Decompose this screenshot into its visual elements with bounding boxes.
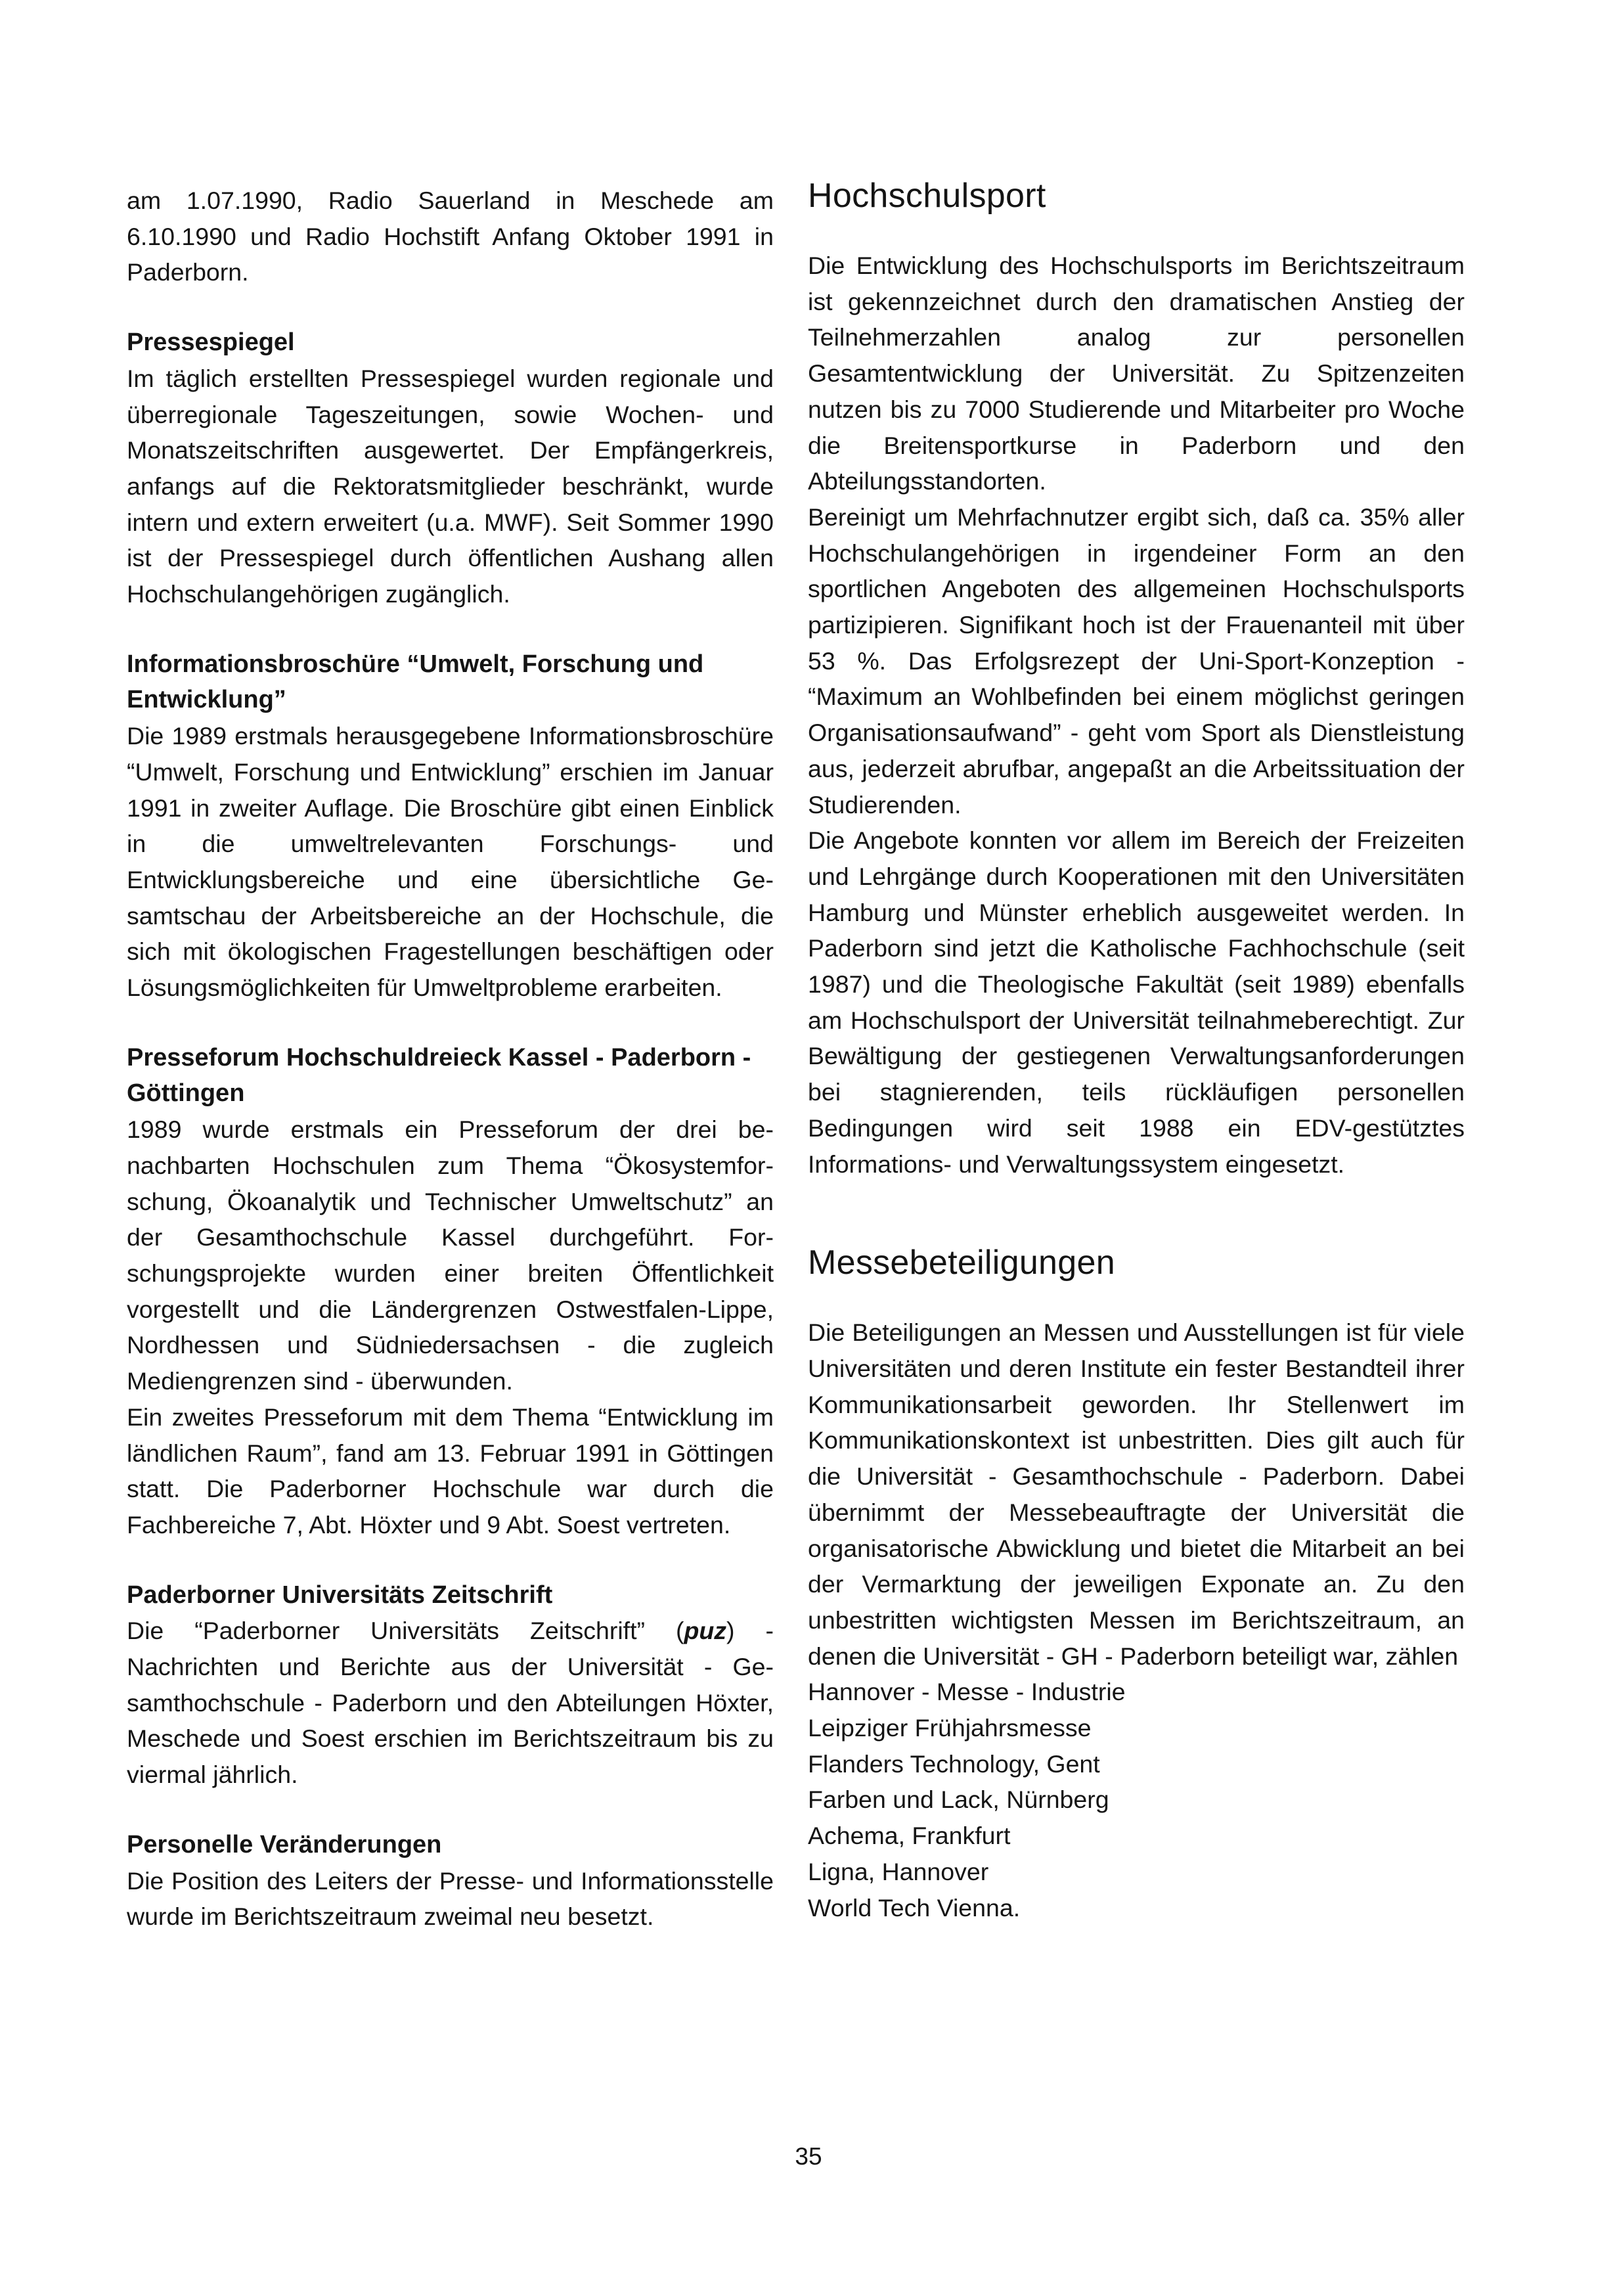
page-number: 35: [795, 2143, 822, 2170]
section-paragraph: 1989 wurde erstmals ein Presseforum der drei benachbarten Hochschulen zum Thema “Ökosystemforschung, Ökoanalytik und Technischer Umweltschutz” an der Gesamthochschule Kassel durchgeführt. Forschungsprojekte wurden einer breiten Öffentlichkeit vorgestellt und die Ländergrenzen Ostwestfalen-Lippe, Nordhessen und Südniedersachsen - die zugleich Mediengrenzen sind - überwunden.: [127, 1115, 774, 1395]
right-column: [808, 177, 1465, 1925]
puz-text-before: Die “Paderborner Universitäts Zeitschrift” (: [127, 1617, 684, 1645]
section-informationsbroschuere: [127, 646, 774, 1006]
section-paragraph: Ein zweites Presseforum mit dem Thema “Entwicklung im ländlichen Raum”, fand am 13. Februar 1991 in Göttingen statt. Die Paderborner Hochschule war durch die Fachbereiche 7, Abt. Höxter und 9 Abt. Soest vertreten.: [127, 1403, 774, 1539]
section-heading: Informationsbroschüre “Umwelt, Forschung und Entwicklung”: [127, 650, 704, 714]
hochschulsport-paragraph: Die Angebote konnten vor allem im Bereich der Freizeiten und Lehrgänge durch Kooperationen mit den Universitäten Hamburg und Münster erheblich ausgeweitet werden. In Paderborn sind jetzt die Katholische Fachhochschule (seit 1987) und die Theologische Fakultät (seit 1989) ebenfalls am Hochschulsport der Universität teilnahmeberechtigt. Zur Bewältigung der gestiegenen Verwaltungsanforderungen bei stagnierenden, teils rückläufigen personellen Bedingungen wird seit 1988 ein EDV-gestütztes Informations- und Verwaltungssystem eingesetzt.: [808, 826, 1465, 1178]
section-presseforum: [127, 1040, 774, 1543]
list-item: Ligna, Hannover: [808, 1857, 989, 1885]
hochschulsport-paragraph: Die Entwicklung des Hochschulsports im Berichtszeitraum ist gekennzeichnet durch den dramatischen Anstieg der Teilnehmerzahlen analog zur personellen Gesamtentwicklung der Universität. Zu Spitzenzeiten nutzen bis zu 7000 Studierende und Mitarbeiter pro Woche die Breitensportkurse in Paderborn und den Abteilungsstandorten.: [808, 252, 1465, 495]
hochschulsport-paragraph: Bereinigt um Mehrfachnutzer ergibt sich, daß ca. 35% aller Hochschulangehörigen in irgendeiner Form an den sportlichen Angeboten des allgemeinen Hochschulsports partizipieren. Signifikant hoch ist der Frauenanteil mit über 53 %. Das Erfolgsrezept der Uni-Sport-Konzeption - “Maximum an Wohlbefinden bei einem möglichst geringen Organisationsaufwand” - geht vom Sport als Dienstleistung aus, jederzeit abrufbar, angepaßt an die Arbeitssituation der Studierenden.: [808, 503, 1465, 819]
puz-text-after: ) - Nachrichten und Berichte aus der Universität - Gesamthochschule - Paderborn und den Abteilungen Höxter, Meschede und Soest erschien im Berichtszeitraum bis zu viermal jährlich.: [127, 1617, 774, 1789]
messebeteiligungen-paragraph: Die Beteiligungen an Messen und Ausstellungen ist für viele Universitäten und deren Institute ein fester Bestandteil ihrer Kommunikationsarbeit geworden. Ihr Stellenwert im Kommunikationskontext ist unbestritten. Dies gilt auch für die Universität - Gesamthochschule - Paderborn. Dabei übernimmt der Messebeauftragte der Universität die organisatorische Abwicklung und bietet die Mitarbeit an bei der Vermarktung der jeweiligen Exponate an. Zu den unbestritten wichtigsten Messen im Berichtszeitraum, an denen die Universität - GH - Paderborn beteiligt war, zählen: [808, 1318, 1465, 1670]
list-item: Achema, Frankfurt: [808, 1822, 1011, 1850]
list-item: Hannover - Messe - Industrie: [808, 1678, 1126, 1706]
hochschulsport-title: Hochschulsport: [808, 177, 1046, 215]
left-column: [127, 183, 774, 1935]
section-heading: Presseforum Hochschuldreieck Kassel - Paderborn - Göttingen: [127, 1043, 751, 1108]
intro-paragraph: am 1.07.1990, Radio Sauerland in Meschede am 6.10.1990 und Radio Hochstift Anfang Oktober 1991 in Paderborn.: [127, 187, 774, 286]
list-item: Farben und Lack, Nürnberg: [808, 1786, 1109, 1814]
section-universitaets-zeitschrift: [127, 1577, 774, 1793]
list-item: Flanders Technology, Gent: [808, 1749, 1100, 1778]
list-item: World Tech Vienna.: [808, 1893, 1021, 1922]
section-paragraph: [127, 1613, 774, 1793]
section-heading: Pressespiegel: [127, 328, 295, 357]
section-personelle-veraenderungen: [127, 1827, 774, 1935]
messebeteiligungen-title: Messebeteiligungen: [808, 1244, 1115, 1282]
puz-abbreviation: puz: [684, 1617, 727, 1645]
section-paragraph: Im täglich erstellten Pressespiegel wurden regionale und überregionale Tageszeitungen, sowie Wochen- und Monatszeitschriften ausgewertet. Der Empfängerkreis, anfangs auf die Rektoratsmitglieder beschränkt, wurde intern und extern erweitert (u.a. MWF). Seit Sommer 1990 ist der Pressespiegel durch öffentlichen Aushang allen Hochschulangehörigen zugänglich.: [127, 364, 774, 608]
list-item: Leipziger Frühjahrsmesse: [808, 1714, 1092, 1742]
section-heading: Paderborner Universitäts Zeitschrift: [127, 1581, 553, 1609]
trade-fair-list: [808, 1674, 1465, 1925]
section-paragraph: Die 1989 erstmals herausgegebene Informationsbroschüre “Umwelt, Forschung und Entwicklung” erschien im Januar 1991 in zweiter Auflage. Die Broschüre gibt einen Einblick in die umweltrelevanten Forschungs- und Entwicklungsbereiche und eine übersichtliche Gesamtschau der Arbeitsbereiche an der Hochschule, die sich mit ökologischen Fragestellungen beschäftigen oder Lösungsmöglichkeiten für Umweltprobleme erarbeiten.: [127, 722, 774, 1002]
section-paragraph: Die Position des Leiters der Presse- und Informationsstelle wurde im Berichtszeitraum zweimal neu besetzt.: [127, 1866, 774, 1931]
section-heading: Personelle Veränderungen: [127, 1830, 442, 1858]
section-pressespiegel: [127, 325, 774, 612]
